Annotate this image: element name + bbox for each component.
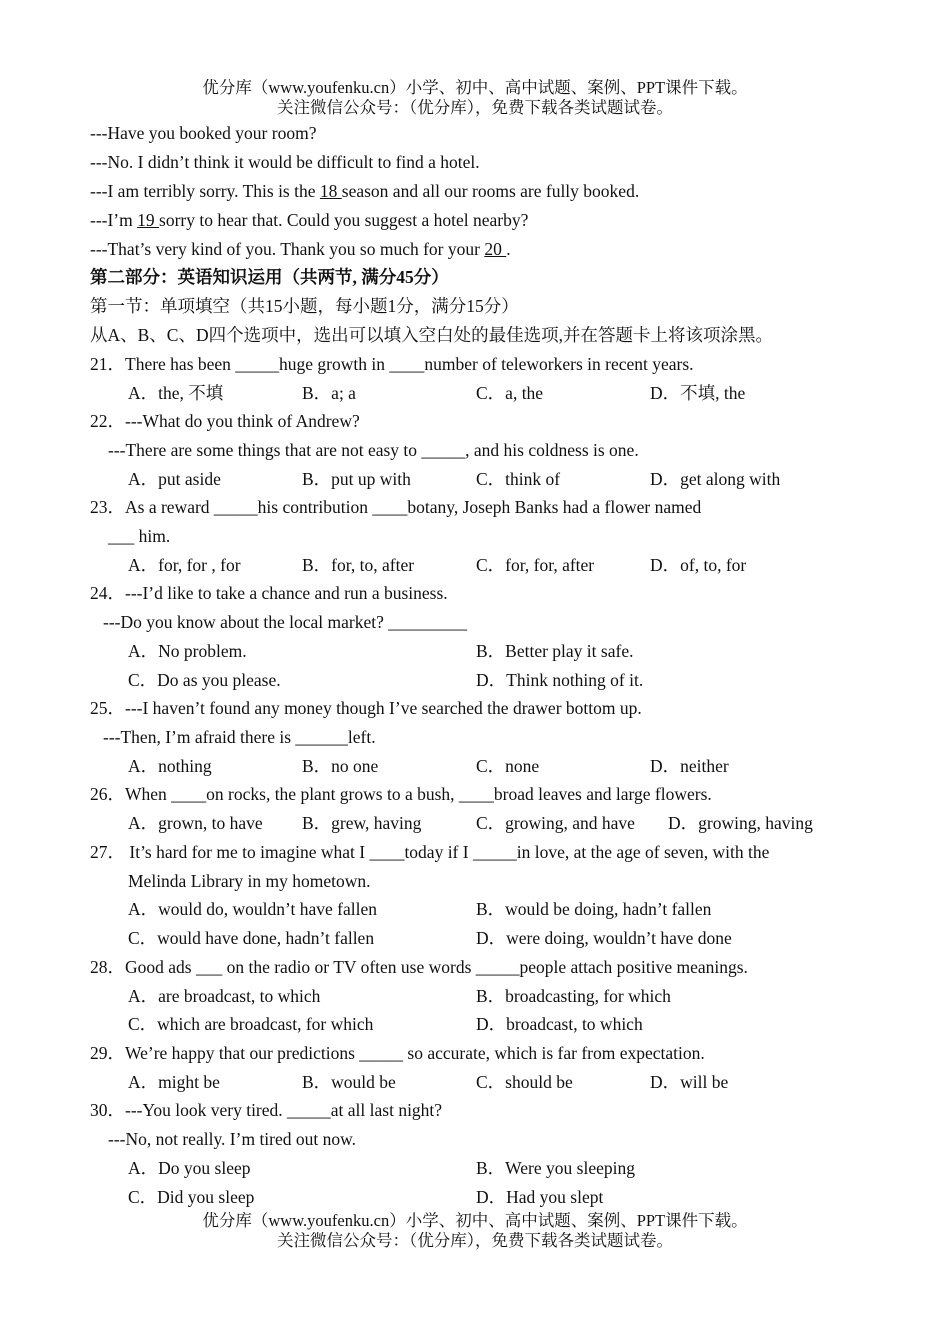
q25-option-d: D．neither [650, 756, 729, 776]
blank-20: 20 [484, 239, 507, 259]
dialogue-text: ---That’s very kind of you. Thank you so much for your [90, 239, 485, 259]
dialogue-text: ---I’m [90, 210, 138, 230]
q26-option-b: B．grew, having [302, 813, 422, 833]
question-22-stem: 22．---What do you think of Andrew? [90, 411, 360, 431]
q24-option-a: A．No problem. [128, 641, 247, 661]
dialogue-line-4 [90, 207, 528, 233]
q24-option-c: C．Do as you please. [128, 670, 281, 690]
question-27-stem: 27． It’s hard for me to imagine what I ____today if I _____in love, at the age of seven, with the [90, 842, 770, 862]
question-25-stem-2: ---Then, I’m afraid there is ______left. [103, 727, 376, 747]
q27-option-b: B．would be doing, hadn’t fallen [476, 899, 712, 919]
q29-option-b: B．would be [302, 1072, 396, 1092]
question-29-stem: 29．We’re happy that our predictions _____ so accurate, which is far from expectation. [90, 1043, 705, 1063]
question-30-stem: 30．---You look very tired. _____at all last night? [90, 1100, 443, 1120]
q27-option-a: A．would do, wouldn’t have fallen [128, 899, 378, 919]
q30-option-d: D．Had you slept [476, 1187, 604, 1207]
q23-option-c: C．for, for, after [476, 555, 595, 575]
dialogue-line-1: ---Have you booked your room? [90, 123, 317, 143]
q24-option-b: B．Better play it safe. [476, 641, 634, 661]
dialogue-line-5 [90, 236, 511, 262]
q27-option-c: C．would have done, hadn’t fallen [128, 928, 375, 948]
q29-option-d: D．will be [650, 1072, 729, 1092]
q26-option-c: C．growing, and have [476, 813, 635, 833]
question-22-stem-2: ---There are some things that are not easy to _____, and his coldness is one. [108, 440, 639, 460]
q21-option-a: A．the, 不填 [128, 383, 224, 403]
dialogue-text: ---I am terribly sorry. This is the [90, 181, 320, 201]
question-30-stem-2: ---No, not really. I’m tired out now. [108, 1129, 357, 1149]
question-24-stem-2: ---Do you know about the local market? _________ [103, 612, 468, 632]
dialogue-line-3 [90, 178, 639, 204]
dialogue-text: . [506, 239, 511, 259]
q30-option-b: B．Were you sleeping [476, 1158, 635, 1178]
q22-option-a: A．put aside [128, 469, 221, 489]
q24-option-d: D．Think nothing of it. [476, 670, 644, 690]
q22-option-c: C．think of [476, 469, 561, 489]
q23-option-b: B．for, to, after [302, 555, 415, 575]
q28-option-c: C．which are broadcast, for which [128, 1014, 374, 1034]
dialogue-line-2: ---No. I didn’t think it would be difficult to find a hotel. [90, 152, 480, 172]
q22-option-b: B．put up with [302, 469, 411, 489]
footer-line-1: 优分库（www.youfenku.cn）小学、初中、高中试题、案例、PPT课件下载。 [202, 1211, 748, 1230]
q30-option-c: C．Did you sleep [128, 1187, 255, 1207]
q29-option-a: A．might be [128, 1072, 220, 1092]
q26-option-a: A．grown, to have [128, 813, 263, 833]
header-line-2: 关注微信公众号：（优分库），免费下载各类试题试卷。 [277, 98, 673, 117]
q29-option-c: C．should be [476, 1072, 573, 1092]
header-line-1: 优分库（www.youfenku.cn）小学、初中、高中试题、案例、PPT课件下载。 [202, 78, 748, 97]
q28-option-d: D．broadcast, to which [476, 1014, 643, 1034]
q23-option-d: D．of, to, for [650, 555, 747, 575]
q25-option-c: C．none [476, 756, 540, 776]
dialogue-text: season and all our rooms are fully booked. [341, 181, 640, 201]
q25-option-b: B．no one [302, 756, 379, 776]
q21-option-d: D．不填, the [650, 383, 746, 403]
question-28-stem: 28．Good ads ___ on the radio or TV often use words _____people attach positive meanings. [90, 957, 748, 977]
blank-19: 19 [137, 210, 160, 230]
q28-option-a: A．are broadcast, to which [128, 986, 321, 1006]
question-27-stem-2: Melinda Library in my hometown. [128, 871, 371, 891]
dialogue-text: sorry to hear that. Could you suggest a hotel nearby? [159, 210, 529, 230]
question-23-stem: 23．As a reward _____his contribution ____botany, Joseph Banks had a flower named [90, 497, 702, 517]
q21-option-b: B．a; a [302, 383, 356, 403]
q21-option-c: C．a, the [476, 383, 544, 403]
section-instruction: 从A、B、C、D四个选项中，选出可以填入空白处的最佳选项,并在答题卡上将该项涂黑。 [90, 325, 773, 345]
question-26-stem: 26．When ____on rocks, the plant grows to a bush, ____broad leaves and large flowers. [90, 784, 712, 804]
q25-option-a: A．nothing [128, 756, 212, 776]
section-subtitle: 第一节：单项填空（共15小题，每小题1分，满分15分） [90, 296, 519, 316]
footer-line-2: 关注微信公众号：（优分库），免费下载各类试题试卷。 [277, 1231, 673, 1250]
q28-option-b: B．broadcasting, for which [476, 986, 671, 1006]
question-23-stem-2: ___ him. [108, 526, 171, 546]
q27-option-d: D．were doing, wouldn’t have done [476, 928, 732, 948]
question-25-stem: 25．---I haven’t found any money though I’ve searched the drawer bottom up. [90, 698, 642, 718]
q26-option-d: D．growing, having [668, 813, 813, 833]
question-21-stem: 21．There has been _____huge growth in ____number of teleworkers in recent years. [90, 354, 694, 374]
blank-18: 18 [319, 181, 342, 201]
part-title: 第二部分：英语知识运用（共两节, 满分45分） [90, 267, 449, 287]
q23-option-a: A．for, for , for [128, 555, 241, 575]
q30-option-a: A．Do you sleep [128, 1158, 251, 1178]
q22-option-d: D．get along with [650, 469, 781, 489]
question-24-stem: 24．---I’d like to take a chance and run a business. [90, 583, 448, 603]
